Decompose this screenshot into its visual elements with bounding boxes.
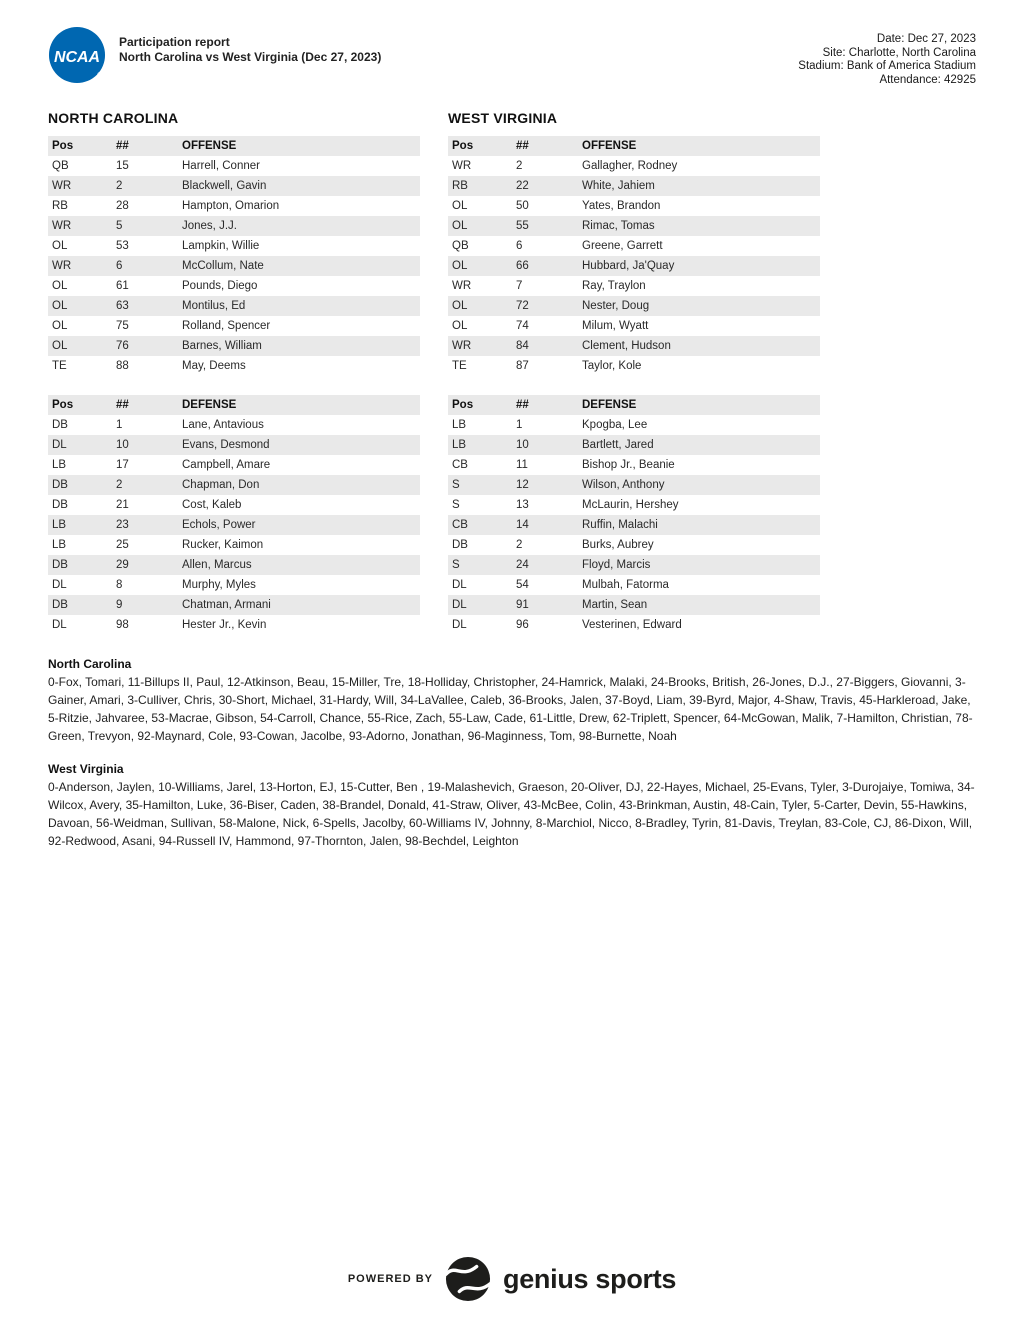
player-cell: Montilus, Ed [182,300,246,312]
player-cell: WR [52,180,72,192]
player-cell: DL [452,599,467,611]
player-cell: Bartlett, Jared [582,439,654,451]
player-cell: Pounds, Diego [182,280,258,292]
player-cell: 23 [116,519,129,531]
player-row [448,296,820,316]
player-cell: 74 [516,320,529,332]
player-row [448,455,820,475]
player-cell: Kpogba, Lee [582,419,648,431]
player-cell: Martin, Sean [582,599,648,611]
player-cell: LB [52,519,67,531]
player-cell: 72 [516,300,529,312]
player-cell: 10 [116,439,129,451]
player-cell: 66 [516,260,529,272]
column-header: Pos [452,140,474,152]
player-cell: Yates, Brandon [582,200,661,212]
player-cell: 5 [116,220,123,232]
player-cell: OL [452,200,468,212]
player-cell: Harrell, Conner [182,160,260,172]
player-cell: Hampton, Omarion [182,200,280,212]
player-row [48,156,420,176]
player-cell: WR [52,220,72,232]
player-cell: LB [52,459,67,471]
player-cell: Chatman, Armani [182,599,271,611]
note-player-list: 0-Fox, Tomari, 11-Billups II, Paul, 12-Atkinson, Beau, 15-Miller, Tre, 18-Holliday, Christopher, 24-Hamrick, Malaki, 24-Brooks, British, 26-Jones, D.J., 27-Biggers, Giovanni, 3-Gainer, Amari, 3-Culliver, Chris, 30-Short, Michael, 31-Hardy, Will, 34-LaVallee, Caleb, 36-Brooks, Jalen, 37-Boyd, Liam, 39-Byrd, Major, 4-Shaw, Travis, 45-Harkleroad, Jake, 5-Ritzie, Jahvaree, 53-Macrae, Gibson, 54-Carroll, Chance, 55-Rice, Zach, 55-Law, Cade, 61-Little, Drew, 62-Triplett, Spencer, 64-McGowan, Malik, 7-Hamilton, Christian, 78-Green, Trevyon, 92-Maynard, Cole, 93-Cowan, Jacolbe, 93-Adorno, Jonathan, 96-Maginness, Tom, 98-Burnette, Noah [48,675,973,743]
player-cell: Ruffin, Malachi [582,519,658,531]
player-cell: Mulbah, Fatorma [582,579,669,591]
player-cell: WR [452,340,472,352]
player-cell: 21 [116,499,129,511]
player-cell: Taylor, Kole [582,360,642,372]
team-heading: NORTH CAROLINA [48,110,179,126]
player-row [448,575,820,595]
player-cell: 63 [116,300,129,312]
player-cell: LB [452,419,467,431]
player-cell: Bishop Jr., Beanie [582,459,675,471]
column-header: OFFENSE [182,140,237,152]
player-cell: OL [52,320,68,332]
player-cell: OL [52,340,68,352]
table-header-row [48,136,420,156]
player-row [48,495,420,515]
genius-sports-wordmark: genius sports [503,1263,677,1294]
column-header: ## [516,140,529,152]
player-row [448,236,820,256]
player-cell: QB [52,160,69,172]
header-left [48,26,381,87]
game-date: Date: Dec 27, 2023 [876,33,976,45]
player-cell: DB [452,539,468,551]
player-cell: 76 [116,340,129,352]
player-cell: Barnes, William [182,340,262,352]
player-cell: 75 [116,320,129,332]
player-cell: 24 [516,559,529,571]
table-header-row [448,395,820,415]
player-cell: OL [452,320,468,332]
player-cell: DB [52,479,68,491]
player-cell: Allen, Marcus [182,559,252,571]
player-cell: Clement, Hudson [582,340,671,352]
player-cell: 6 [116,260,123,272]
player-cell: 53 [116,240,129,252]
defense-table [448,395,820,635]
player-cell: CB [452,459,468,471]
player-row [48,535,420,555]
column-header: DEFENSE [182,399,237,411]
column-header: DEFENSE [582,399,637,411]
team-section-west-virginia [448,110,820,635]
player-row [448,256,820,276]
table-header-row [448,136,820,156]
player-cell: DL [52,579,67,591]
player-cell: 9 [116,599,123,611]
player-cell: LB [52,539,67,551]
player-row [48,276,420,296]
player-cell: S [452,559,460,571]
player-row [448,535,820,555]
player-cell: Burks, Aubrey [582,539,654,551]
player-cell: 1 [516,419,523,431]
player-row [48,316,420,336]
player-cell: Blackwell, Gavin [182,180,267,192]
player-row [48,216,420,236]
column-header: ## [116,140,129,152]
player-cell: 98 [116,619,129,631]
player-row [448,415,820,435]
player-row [448,615,820,635]
player-row [48,236,420,256]
player-cell: S [452,479,460,491]
column-header: OFFENSE [582,140,637,152]
player-cell: Milum, Wyatt [582,320,649,332]
player-row [448,356,820,376]
player-cell: OL [52,240,68,252]
team-section-north-carolina [48,110,420,635]
player-cell: DB [52,599,68,611]
player-row [48,455,420,475]
column-header: ## [516,399,529,411]
player-row [48,595,420,615]
player-cell: Floyd, Marcis [582,559,651,571]
player-cell: Vesterinen, Edward [582,619,682,631]
player-row [48,615,420,635]
player-cell: Hester Jr., Kevin [182,619,267,631]
registered-mark: ® [97,72,103,80]
report-title: Participation report [119,35,230,49]
player-row [48,196,420,216]
player-cell: 88 [116,360,129,372]
team-heading: WEST VIRGINIA [448,110,558,126]
player-row [448,176,820,196]
player-row [448,595,820,615]
player-cell: Chapman, Don [182,479,260,491]
player-cell: Campbell, Amare [182,459,271,471]
player-cell: 1 [116,419,123,431]
player-cell: 2 [516,539,523,551]
player-cell: RB [52,200,68,212]
player-cell: Hubbard, Ja'Quay [582,260,675,272]
player-cell: McCollum, Nate [182,260,264,272]
player-row [448,495,820,515]
player-cell: 17 [116,459,129,471]
defense-table [48,395,420,635]
player-cell: DL [52,619,67,631]
player-row [448,216,820,236]
player-cell: TE [452,360,467,372]
note-team-heading: West Virginia [48,762,124,776]
player-row [48,336,420,356]
player-cell: Evans, Desmond [182,439,270,451]
player-row [448,156,820,176]
player-cell: S [452,499,460,511]
player-cell: 55 [516,220,529,232]
player-row [48,555,420,575]
player-cell: 28 [116,200,129,212]
footer [0,1256,1024,1302]
player-row [48,356,420,376]
player-row [48,575,420,595]
player-cell: 13 [516,499,529,511]
player-cell: May, Deems [182,360,246,372]
report-subtitle: North Carolina vs West Virginia (Dec 27, 2023) [119,50,382,64]
player-cell: Murphy, Myles [182,579,256,591]
player-cell: DB [52,559,68,571]
player-cell: 2 [116,180,123,192]
player-row [448,336,820,356]
player-cell: OL [52,280,68,292]
player-cell: Echols, Power [182,519,256,531]
offense-table [48,136,420,376]
player-cell: 25 [116,539,129,551]
player-cell: CB [452,519,468,531]
team-columns [48,110,976,635]
player-cell: Ray, Traylon [582,280,646,292]
player-row [48,176,420,196]
player-cell: 8 [116,579,123,591]
player-row [48,475,420,495]
player-cell: 54 [516,579,529,591]
player-cell: OL [452,260,468,272]
player-cell: 6 [516,240,523,252]
offense-table [448,136,820,376]
player-cell: WR [452,160,472,172]
player-row [48,296,420,316]
player-cell: OL [452,220,468,232]
player-row [48,515,420,535]
player-cell: 2 [516,160,523,172]
player-cell: 15 [116,160,129,172]
player-cell: TE [52,360,67,372]
player-cell: Greene, Garrett [582,240,663,252]
player-cell: Lane, Antavious [182,419,264,431]
player-cell: Lampkin, Willie [182,240,260,252]
player-cell: 87 [516,360,529,372]
player-cell: LB [452,439,467,451]
player-cell: DL [52,439,67,451]
player-cell: Rucker, Kaimon [182,539,264,551]
column-header: Pos [52,399,74,411]
player-cell: DL [452,579,467,591]
player-row [448,515,820,535]
game-attendance: Attendance: 42925 [879,73,976,86]
player-cell: Wilson, Anthony [582,479,665,491]
player-row [48,435,420,455]
player-row [48,415,420,435]
player-row [48,256,420,276]
player-cell: OL [52,300,68,312]
player-cell: RB [452,180,468,192]
player-cell: 84 [516,340,529,352]
participation-notes [48,657,976,850]
player-cell: OL [452,300,468,312]
ncaa-logo-text: NCAA [53,48,101,66]
report-header [48,0,976,87]
note-team-heading: North Carolina [48,657,132,671]
player-cell: Nester, Doug [582,300,650,312]
participation-note-north-carolina [48,657,976,745]
ncaa-logo-icon [48,26,106,84]
genius-sports-logo-icon [445,1256,491,1302]
player-cell: Jones, J.J. [182,220,237,232]
player-cell: DB [52,419,68,431]
column-header: Pos [452,399,474,411]
player-row [448,316,820,336]
column-header: Pos [52,140,74,152]
player-cell: 12 [516,479,529,491]
player-cell: 96 [516,619,529,631]
player-cell: DB [52,499,68,511]
player-cell: QB [452,240,469,252]
player-cell: 61 [116,280,129,292]
player-cell: 22 [516,180,529,192]
player-row [448,196,820,216]
player-cell: Gallagher, Rodney [582,160,678,172]
player-row [448,475,820,495]
player-cell: Rolland, Spencer [182,320,271,332]
player-cell: Rimac, Tomas [582,220,655,232]
player-row [448,435,820,455]
player-cell: 29 [116,559,129,571]
player-cell: Cost, Kaleb [182,499,242,511]
player-cell: 11 [516,459,528,471]
game-meta [798,26,976,87]
player-cell: 10 [516,439,529,451]
participation-note-west-virginia [48,762,976,850]
player-cell: WR [52,260,72,272]
header-titles [119,26,381,65]
player-cell: 91 [516,599,529,611]
player-cell: 50 [516,200,529,212]
player-cell: DL [452,619,467,631]
player-cell: 7 [516,280,523,292]
player-cell: 14 [516,519,529,531]
table-header-row [48,395,420,415]
powered-by-label: POWERED BY [347,1273,434,1285]
player-cell: WR [452,280,472,292]
game-stadium: Stadium: Bank of America Stadium [798,60,976,72]
player-row [448,276,820,296]
player-cell: White, Jahiem [582,180,655,192]
game-site: Site: Charlotte, North Carolina [822,46,976,59]
column-header: ## [116,399,129,411]
player-row [448,555,820,575]
note-player-list: 0-Anderson, Jaylen, 10-Williams, Jarel, 13-Horton, EJ, 15-Cutter, Ben , 19-Malashevich, Graeson, 20-Oliver, DJ, 22-Hayes, Michael, 25-Evans, Tyler, 3-Durojaiye, Tomiwa, 34-Wilcox, Avery, 35-Hamilton, Luke, 36-Biser, Caden, 38-Brandel, Donald, 41-Straw, Oliver, 43-McBee, Colin, 43-Brinkman, Austin, 48-Cain, Tyler, 5-Carter, Devin, 55-Hawkins, Davoan, 56-Weidman, Sullivan, 58-Malone, Nick, 6-Spells, Jacolby, 60-Williams IV, Johnny, 8-Marchiol, Nicco, 8-Bradley, Tyrin, 81-Davis, Treylan, 83-Cole, CJ, 86-Dixon, Will, 92-Redwood, Asani, 94-Russell IV, Hammond, 97-Thornton, Jalen, 98-Bechdel, Leighton [48,780,975,848]
player-cell: 2 [116,479,123,491]
player-cell: McLaurin, Hershey [582,499,679,511]
